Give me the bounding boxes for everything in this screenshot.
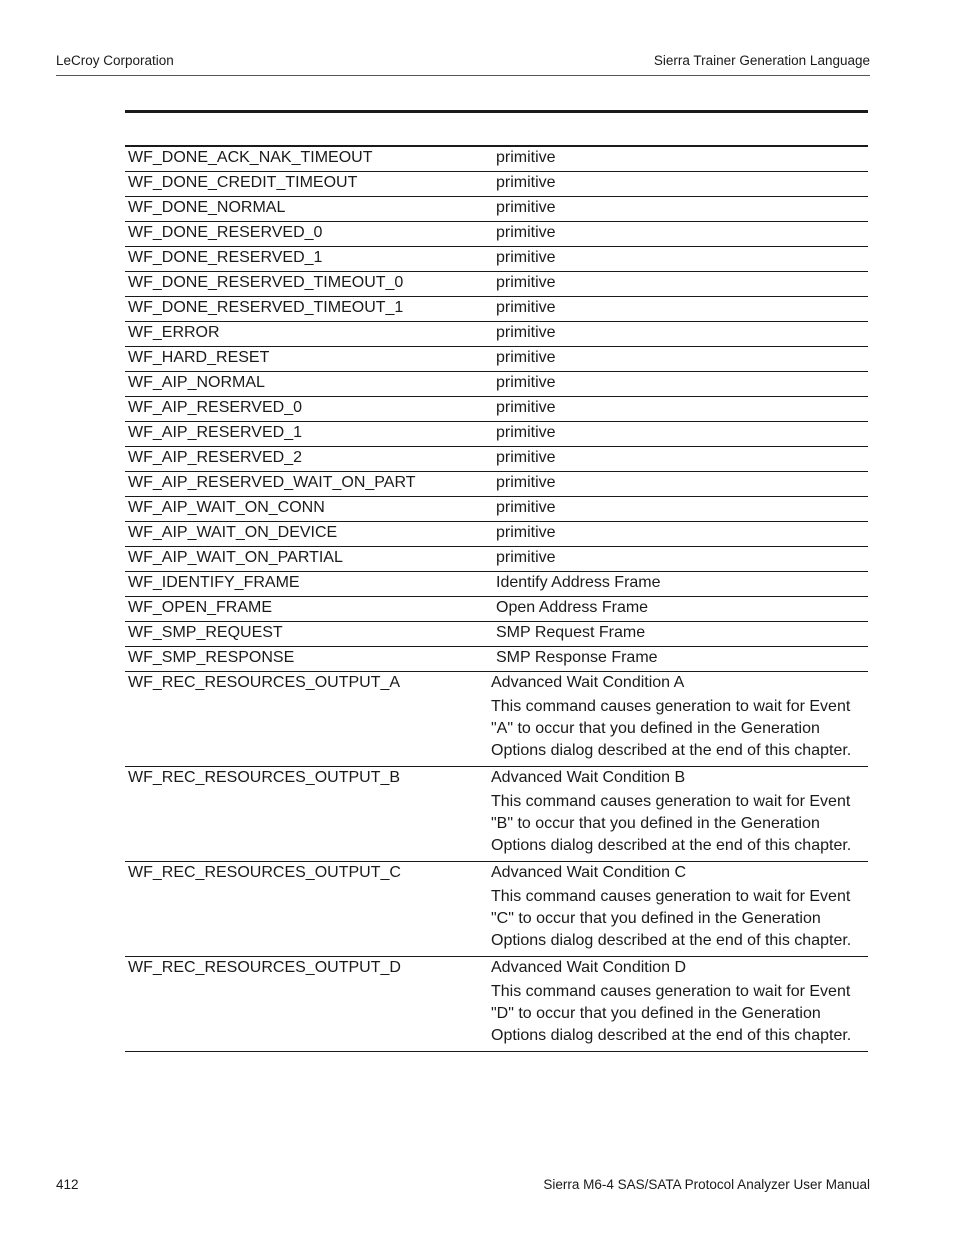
table-row <box>125 672 868 767</box>
table-row <box>125 622 868 647</box>
table-top-rule <box>125 110 868 113</box>
command-name: WF_AIP_WAIT_ON_DEVICE <box>125 522 488 547</box>
table-row <box>125 222 868 247</box>
command-name: WF_DONE_RESERVED_1 <box>125 247 488 272</box>
command-name: WF_DONE_ACK_NAK_TIMEOUT <box>125 146 488 172</box>
wait-condition-title: Advanced Wait Condition D <box>491 959 687 976</box>
table-row <box>125 322 868 347</box>
command-name: WF_AIP_RESERVED_0 <box>125 397 488 422</box>
command-name: WF_SMP_REQUEST <box>125 622 488 647</box>
wait-condition-text: This command causes generation to wait for Event "B" to occur that you defined in the Generation Options dialog described at the end of this chapter. <box>491 793 852 854</box>
command-description: primitive <box>488 497 868 522</box>
table-row <box>125 767 868 862</box>
table-row <box>125 597 868 622</box>
command-description <box>488 767 868 862</box>
command-name: WF_IDENTIFY_FRAME <box>125 572 488 597</box>
command-name: WF_REC_RESOURCES_OUTPUT_C <box>125 862 488 957</box>
command-name: WF_DONE_NORMAL <box>125 197 488 222</box>
command-description: primitive <box>488 397 868 422</box>
command-description: primitive <box>488 247 868 272</box>
command-name: WF_AIP_RESERVED_WAIT_ON_PART <box>125 472 488 497</box>
wait-condition-title: Advanced Wait Condition B <box>491 769 686 786</box>
command-name: WF_OPEN_FRAME <box>125 597 488 622</box>
command-name: WF_DONE_RESERVED_0 <box>125 222 488 247</box>
table-row <box>125 272 868 297</box>
command-description: primitive <box>488 172 868 197</box>
command-name: WF_AIP_RESERVED_1 <box>125 422 488 447</box>
table-row <box>125 572 868 597</box>
table-row <box>125 862 868 957</box>
wait-condition-title: Advanced Wait Condition C <box>491 864 687 881</box>
command-name: WF_AIP_RESERVED_2 <box>125 447 488 472</box>
table-row <box>125 247 868 272</box>
command-description <box>488 957 868 1052</box>
command-description: Identify Address Frame <box>488 572 868 597</box>
table-row <box>125 547 868 572</box>
table-row <box>125 297 868 322</box>
command-description: primitive <box>488 472 868 497</box>
command-description: primitive <box>488 146 868 172</box>
command-name: WF_ERROR <box>125 322 488 347</box>
command-name: WF_HARD_RESET <box>125 347 488 372</box>
table-row <box>125 197 868 222</box>
command-name: WF_DONE_CREDIT_TIMEOUT <box>125 172 488 197</box>
command-description <box>488 672 868 767</box>
command-description: primitive <box>488 372 868 397</box>
command-description: primitive <box>488 272 868 297</box>
wait-command-table <box>125 145 868 1052</box>
table-row <box>125 372 868 397</box>
wait-condition-text: This command causes generation to wait for Event "D" to occur that you defined in the Generation Options dialog described at the end of this chapter. <box>491 983 852 1044</box>
table-row <box>125 422 868 447</box>
table-row <box>125 397 868 422</box>
table-row <box>125 172 868 197</box>
command-name: WF_DONE_RESERVED_TIMEOUT_1 <box>125 297 488 322</box>
command-name: WF_REC_RESOURCES_OUTPUT_B <box>125 767 488 862</box>
table-row <box>125 347 868 372</box>
command-name: WF_AIP_NORMAL <box>125 372 488 397</box>
command-name: WF_SMP_RESPONSE <box>125 647 488 672</box>
table-row <box>125 472 868 497</box>
command-name: WF_AIP_WAIT_ON_PARTIAL <box>125 547 488 572</box>
command-description: primitive <box>488 197 868 222</box>
command-description: primitive <box>488 547 868 572</box>
wait-condition-text: This command causes generation to wait for Event "C" to occur that you defined in the Generation Options dialog described at the end of this chapter. <box>491 888 852 949</box>
table-row <box>125 522 868 547</box>
command-description: SMP Response Frame <box>488 647 868 672</box>
command-description: primitive <box>488 447 868 472</box>
page-number: 412 <box>56 1177 79 1192</box>
command-description: primitive <box>488 297 868 322</box>
table-row <box>125 647 868 672</box>
command-description: Open Address Frame <box>488 597 868 622</box>
command-name: WF_DONE_RESERVED_TIMEOUT_0 <box>125 272 488 297</box>
wait-condition-title: Advanced Wait Condition A <box>491 674 685 691</box>
table-row <box>125 146 868 172</box>
command-name: WF_AIP_WAIT_ON_CONN <box>125 497 488 522</box>
table-row <box>125 447 868 472</box>
wait-condition-text: This command causes generation to wait for Event "A" to occur that you defined in the Generation Options dialog described at the end of this chapter. <box>491 698 852 759</box>
header-chapter-title: Sierra Trainer Generation Language <box>653 53 870 68</box>
table-row <box>125 497 868 522</box>
command-description <box>488 862 868 957</box>
wait-command-table-body <box>125 146 868 1052</box>
page-header <box>56 53 870 76</box>
command-name: WF_REC_RESOURCES_OUTPUT_A <box>125 672 488 767</box>
command-description: primitive <box>488 222 868 247</box>
command-description: primitive <box>488 347 868 372</box>
table-row <box>125 957 868 1052</box>
command-description: SMP Request Frame <box>488 622 868 647</box>
manual-title: Sierra M6-4 SAS/SATA Protocol Analyzer User Manual <box>543 1177 870 1192</box>
command-description: primitive <box>488 522 868 547</box>
command-description: primitive <box>488 322 868 347</box>
command-name: WF_REC_RESOURCES_OUTPUT_D <box>125 957 488 1052</box>
header-company: LeCroy Corporation <box>56 53 174 68</box>
command-description: primitive <box>488 422 868 447</box>
